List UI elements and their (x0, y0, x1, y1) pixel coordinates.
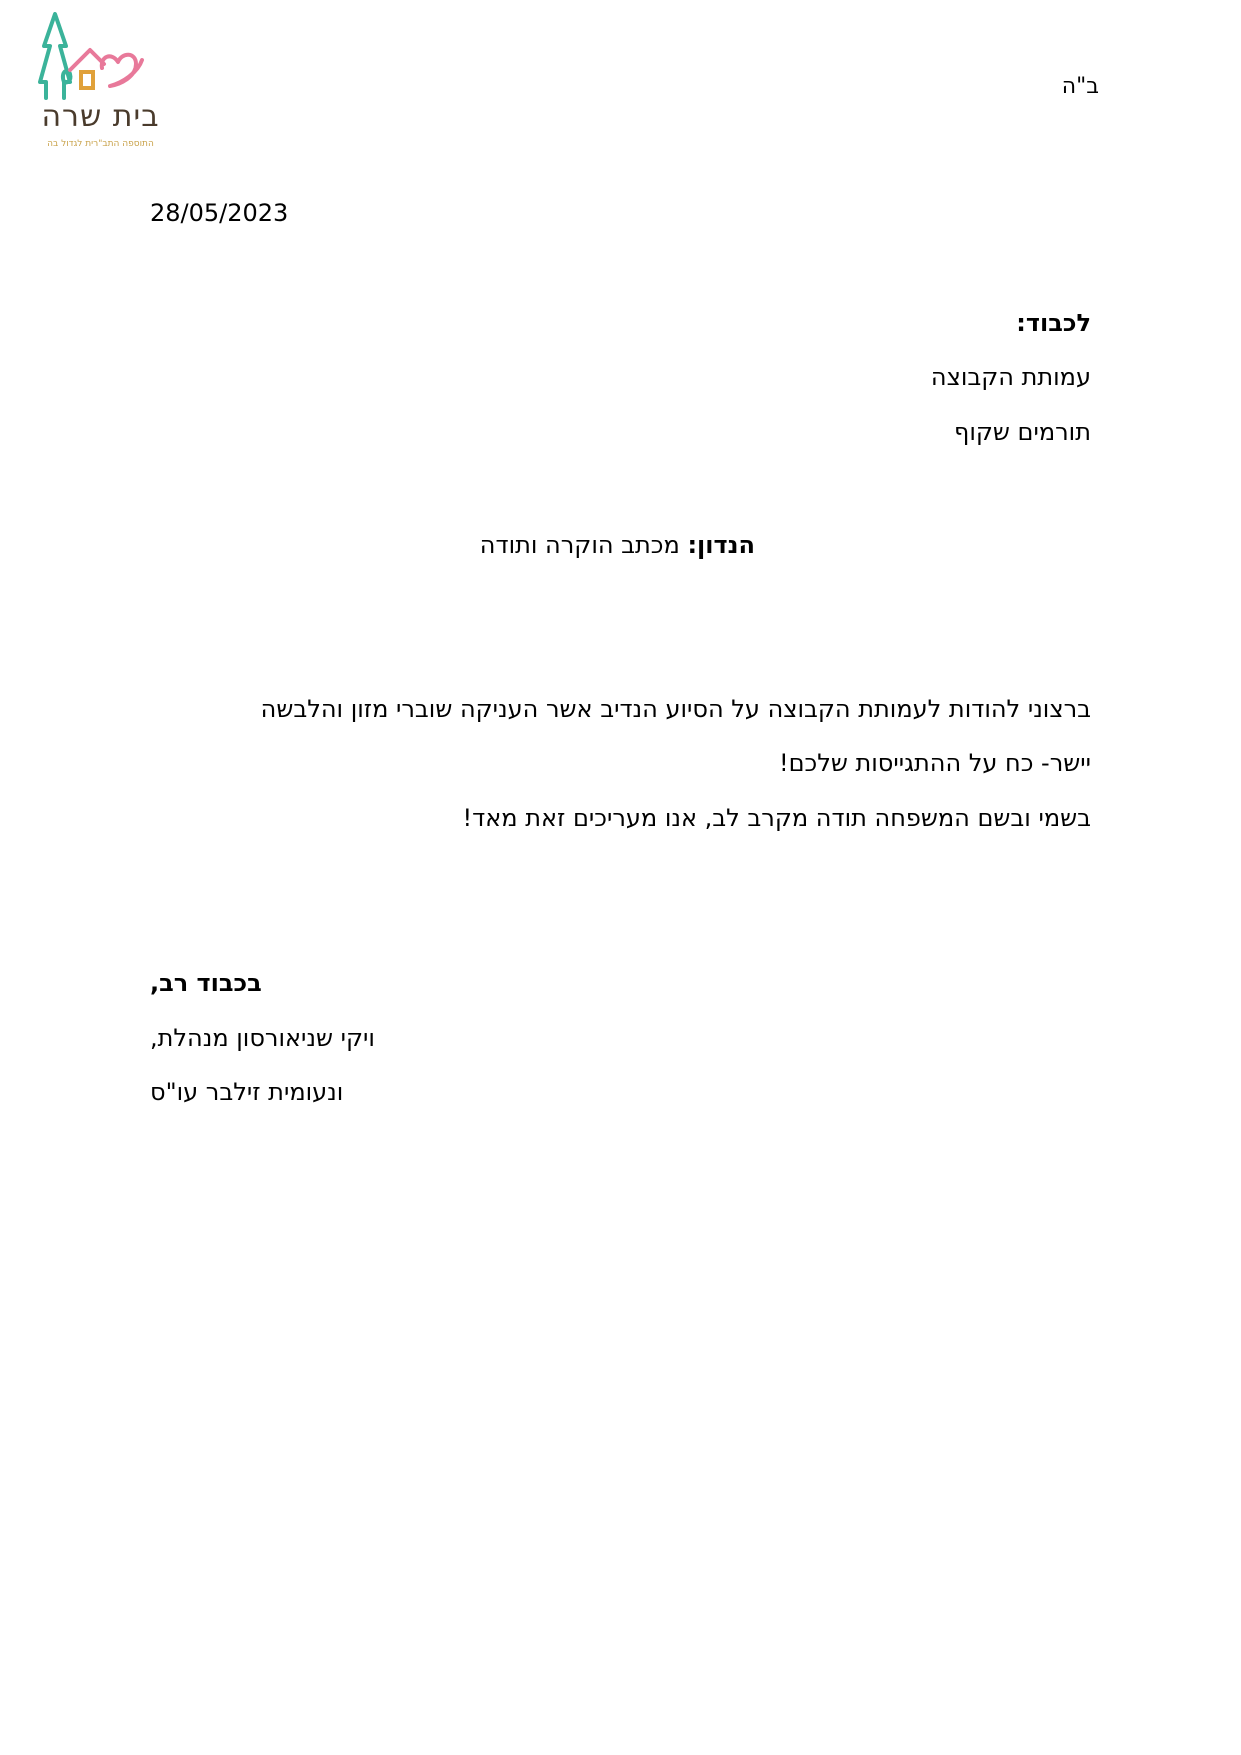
signature-line-1: ויקי שניאורסון מנהלת, (150, 1024, 375, 1052)
organization-logo (38, 12, 168, 152)
closing: בכבוד רב, (150, 969, 262, 997)
subject-label: הנדון: (687, 531, 755, 559)
recipient-label: לכבוד: (1016, 309, 1091, 337)
subject-line (480, 530, 755, 560)
signature-line-2: ונעומית זילבר עו"ס (150, 1078, 344, 1106)
logo-graphic-icon (38, 12, 168, 107)
logo-name: בית שרה (41, 99, 160, 134)
body-paragraph-3: בשמי ובשם המשפחה תודה מקרב לב, אנו מעריכים זאת מאד! (462, 804, 1091, 832)
letter-date: 28/05/2023 (150, 199, 289, 227)
body-paragraph-2: יישר- כח על ההתגייסות שלכם! (778, 749, 1091, 777)
recipient-line-1: עמותת הקבוצה (930, 363, 1091, 391)
bh-header: ב"ה (1061, 74, 1099, 99)
subject-text: מכתב הוקרה ותודה (479, 531, 680, 559)
body-paragraph-1: ברצוני להודות לעמותת הקבוצה על הסיוע הנדיב אשר העניקה שוברי מזון והלבשה (260, 695, 1091, 723)
recipient-line-2: תורמים שקוף (953, 418, 1091, 446)
logo-tagline: התוספה התב"רית לגדול בה (47, 139, 154, 149)
